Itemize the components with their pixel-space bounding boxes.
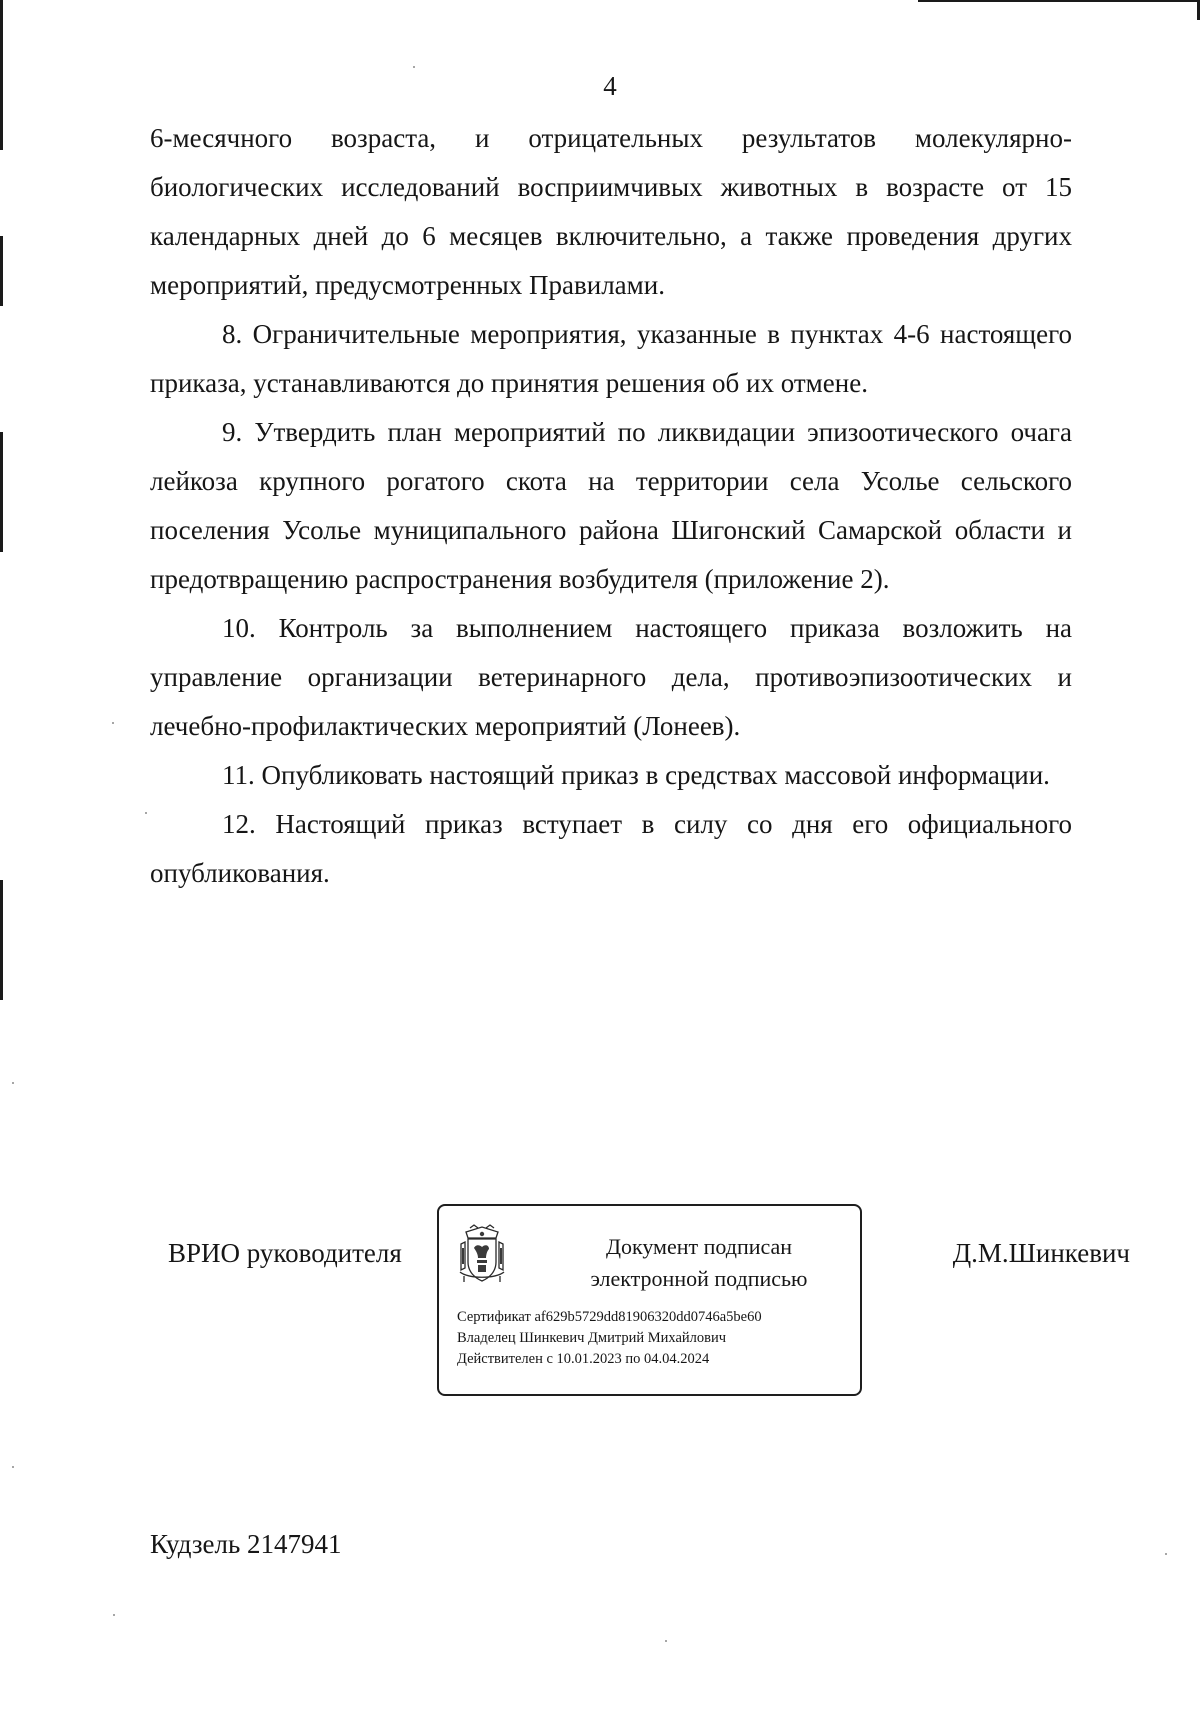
electronic-signature-stamp	[437, 1204, 862, 1396]
scan-speck	[665, 1640, 667, 1642]
paragraph-item-8: 8. Ограничительные мероприятия, указанные в пунктах 4-6 настоящего приказа, устанавливаются до принятия решения об их отмене.	[150, 319, 1072, 398]
scan-edge-mark-left-top	[0, 0, 3, 150]
page-number: 4	[603, 71, 617, 101]
scan-edge-mark-left-lower	[0, 432, 3, 552]
samara-coat-of-arms-icon	[456, 1224, 508, 1286]
stamp-title-line1: Документ подписан	[605, 1234, 793, 1259]
paragraph-continuation: 6-месячного возраста, и отрицательных результатов молекулярно-биологических исследований восприимчивых животных в возрасте от 15 календарных дней до 6 месяцев включительно, а также проведения других мероприятий, предусмотренных Правилами.	[150, 123, 1072, 300]
scan-speck	[145, 812, 147, 814]
executor-note: Кудзель 2147941	[150, 1529, 342, 1559]
scan-speck	[1165, 1553, 1167, 1555]
scan-edge-mark-left-bottom	[0, 880, 3, 1000]
stamp-title	[559, 1231, 839, 1295]
stamp-owner: Владелец Шинкевич Дмитрий Михайлович	[457, 1330, 727, 1346]
scan-speck	[113, 1614, 115, 1616]
scan-speck	[112, 722, 114, 724]
scan-edge-mark-top-right	[918, 0, 1200, 2]
paragraph-item-10: 10. Контроль за выполнением настоящего приказа возложить на управление организации ветеринарного дела, противоэпизоотических и лечебно-профилактических мероприятий (Лонеев).	[150, 613, 1072, 741]
signatory-position: ВРИО руководителя	[168, 1238, 402, 1268]
stamp-validity: Действителен с 10.01.2023 по 04.04.2024	[457, 1351, 710, 1367]
stamp-title-line2: электронной подписью	[590, 1266, 808, 1291]
paragraph-item-9: 9. Утвердить план мероприятий по ликвидации эпизоотического очага лейкоза крупного рогатого скота на территории села Усолье сельского поселения Усолье муниципального района Шигонский Самарской области и предотвращению распространения возбудителя (приложение 2).	[150, 417, 1072, 594]
stamp-details	[457, 1307, 857, 1370]
paragraph-item-11: 11. Опубликовать настоящий приказ в средствах массовой информации.	[222, 760, 1050, 790]
scan-edge-mark-left-middle	[0, 236, 3, 306]
scan-speck	[413, 66, 415, 68]
signatory-name: Д.М.Шинкевич	[952, 1238, 1130, 1268]
scan-speck	[12, 1466, 14, 1468]
scan-speck	[12, 1082, 14, 1084]
document-body	[150, 114, 1072, 898]
stamp-certificate: Сертификат af629b5729dd81906320dd0746a5be60	[457, 1309, 762, 1325]
paragraph-item-12: 12. Настоящий приказ вступает в силу со дня его официального опубликования.	[150, 809, 1072, 888]
